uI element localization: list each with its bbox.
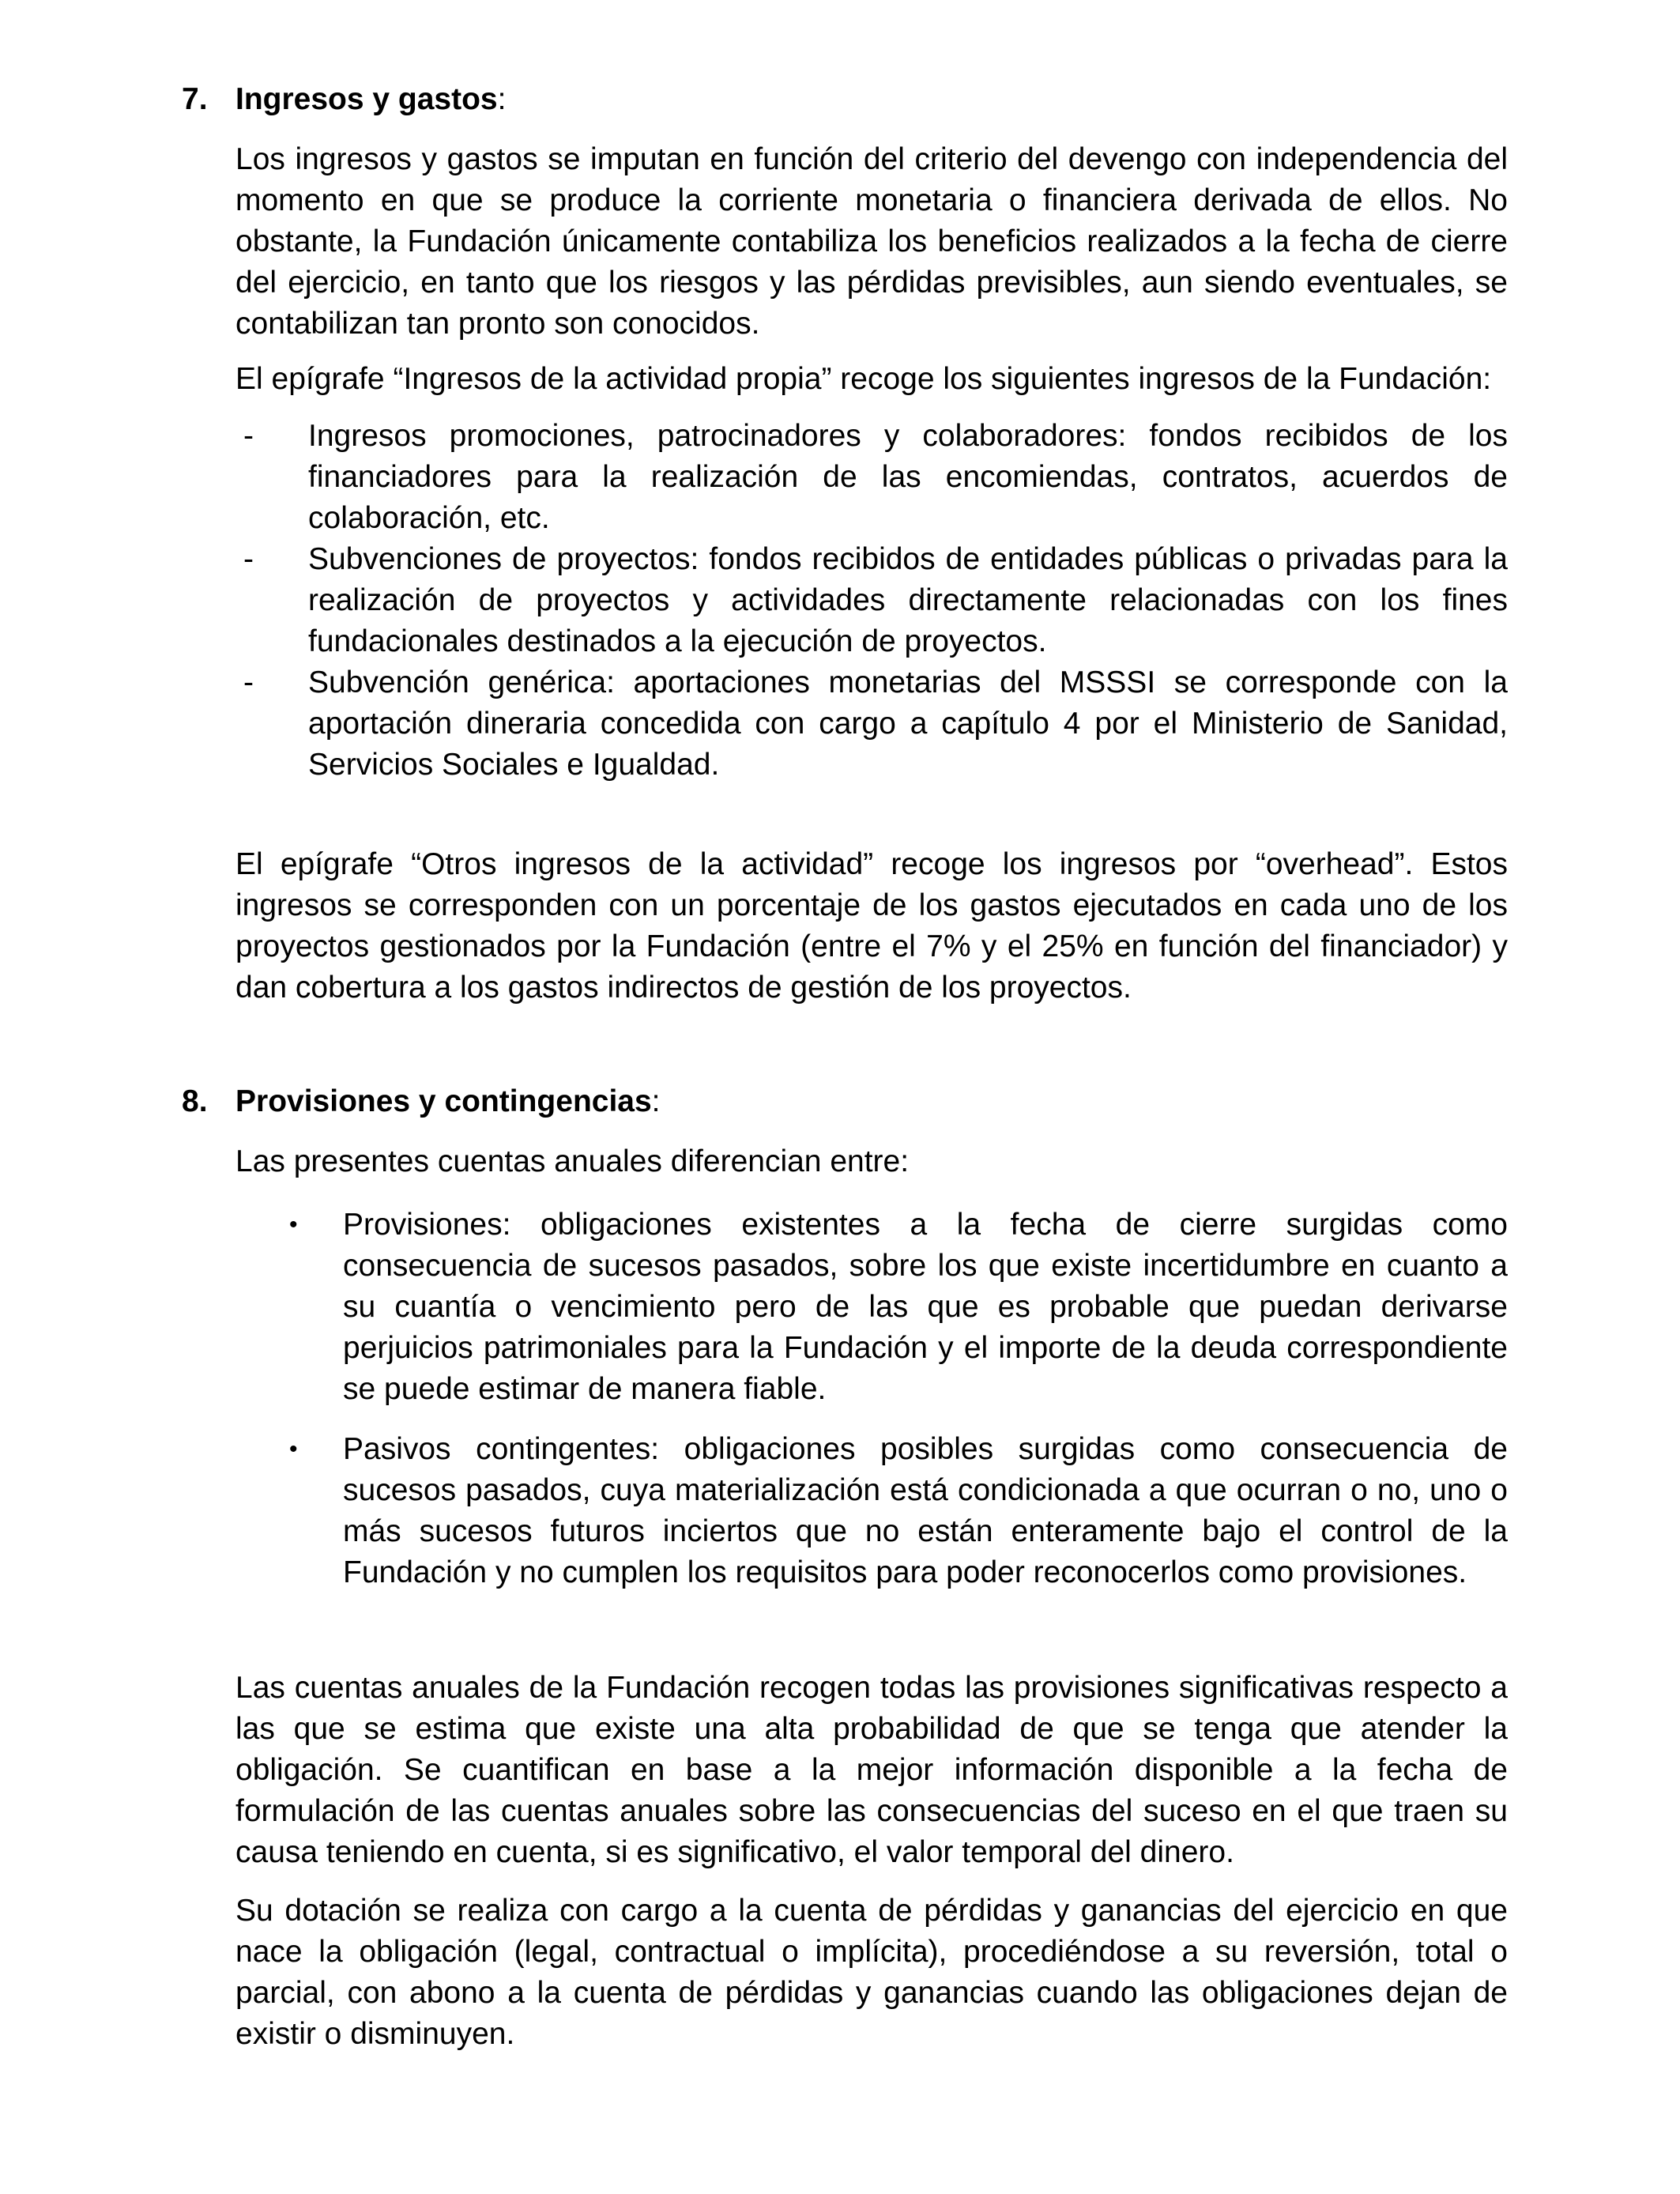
list-item (235, 539, 1508, 662)
bullet-marker: • (289, 1436, 298, 1462)
bullet-marker: • (289, 1212, 298, 1238)
list-item-text: Subvención genérica: aportaciones monetarias del MSSSI se corresponde con la aportación dineraria concedida con cargo a capítulo 4 por el Ministerio de Sanidad, Servicios Sociales e Igualdad. (308, 665, 1508, 782)
list-item (235, 662, 1508, 786)
section-7-paragraph-2: El epígrafe “Ingresos de la actividad propia” recoge los siguientes ingresos de la Fundación: (235, 362, 1492, 396)
list-item (235, 1429, 1508, 1593)
section-7-number: 7. (182, 82, 208, 116)
section-8-number: 8. (182, 1084, 208, 1118)
list-item-text: Ingresos promociones, patrocinadores y colaboradores: fondos recibidos de los financiadores para la realización de las encomiendas, contratos, acuerdos de colaboración, etc. (308, 419, 1508, 535)
list-item-text: Pasivos contingentes: obligaciones posibles surgidas como consecuencia de sucesos pasados, cuya materialización está condicionada a que ocurran o no, uno o más sucesos futuros inciertos que no están enteramente bajo el control de la Fundación y no cumplen los requisitos para poder reconocerlos como provisiones. (343, 1432, 1508, 1589)
list-item (235, 1204, 1508, 1410)
list-item (235, 416, 1508, 539)
section-8-title: Provisiones y contingencias (235, 1084, 652, 1118)
list-item-text: Provisiones: obligaciones existentes a la fecha de cierre surgidas como consecuencia de sucesos pasados, sobre los que existe incertidumbre en cuanto a su cuantía o vencimiento pero de las que es probable que puedan derivarse perjuicios patrimoniales para la Fundación y el importe de la deuda correspondiente se puede estimar de manera fiable. (343, 1208, 1508, 1406)
section-8-heading (182, 1081, 661, 1122)
section-7-title: Ingresos y gastos (235, 82, 498, 116)
section-8-paragraph-3: Su dotación se realiza con cargo a la cuenta de pérdidas y ganancias del ejercicio en que nace la obligación (legal, contractual o implícita), procediéndose a su reversión, total o parcial, con abono a la cuenta de pérdidas y ganancias cuando las obligaciones dejan de existir o disminuyen. (235, 1894, 1508, 2051)
income-sources-list (235, 416, 1508, 786)
dash-marker: - (243, 419, 254, 453)
dash-marker: - (243, 665, 254, 699)
list-item-text: Subvenciones de proyectos: fondos recibidos de entidades públicas o privadas para la realización de proyectos y actividades directamente relacionadas con los fines fundacionales destinados a la ejecución de proyectos. (308, 542, 1508, 658)
dash-marker: - (243, 542, 254, 576)
provisions-list (235, 1204, 1508, 1612)
section-8-colon: : (651, 1084, 661, 1118)
section-7-paragraph-1: Los ingresos y gastos se imputan en función del criterio del devengo con independencia del momento en que se produce la corriente monetaria o financiera derivada de ellos. No obstante, la Fundación únicamente contabiliza los beneficios realizados a la fecha de cierre del ejercicio, en tanto que los riesgos y las pérdidas previsibles, aun siendo eventuales, se contabilizan tan pronto son conocidos. (235, 142, 1508, 341)
section-8-paragraph-2: Las cuentas anuales de la Fundación recogen todas las provisiones significativas respecto a las que se estima que existe una alta probabilidad de que se tenga que atender la obligación. Se cuantifican en base a la mejor información disponible a la fecha de formulación de las cuentas anuales sobre las consecuencias del suceso en el que traen su causa teniendo en cuenta, si es significativo, el valor temporal del dinero. (235, 1671, 1508, 1869)
section-7-heading (182, 79, 506, 120)
section-8-paragraph-1: Las presentes cuentas anuales diferencian entre: (235, 1144, 910, 1178)
section-7-colon: : (497, 82, 507, 116)
section-7-paragraph-3: El epígrafe “Otros ingresos de la actividad” recoge los ingresos por “overhead”. Estos ingresos se corresponden con un porcentaje de los gastos ejecutados en cada uno de los proyectos gestionados por la Fundación (entre el 7% y el 25% en función del financiador) y dan cobertura a los gastos indirectos de gestión de los proyectos. (235, 847, 1508, 1005)
